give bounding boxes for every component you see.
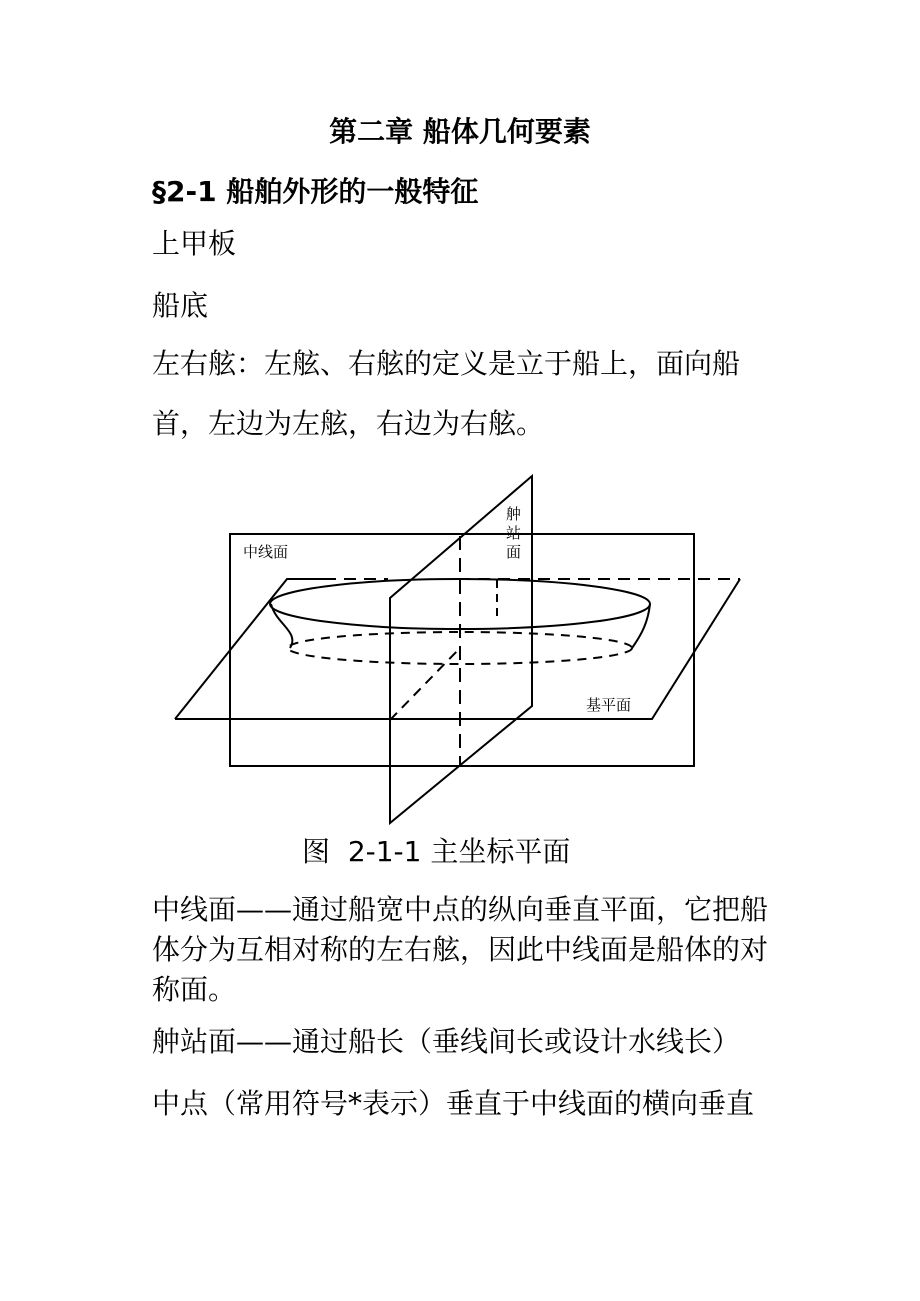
paragraph-deck: 上甲板 — [152, 227, 237, 260]
paragraph-sides-line2: 首，左边为左舷，右边为右舷。 — [152, 407, 545, 440]
hull-stern-side — [271, 604, 292, 648]
chapter-title: 第二章 船体几何要素 — [329, 115, 591, 148]
intersection-line-diagonal — [390, 648, 460, 720]
label-centerline-plane: 中线面 — [243, 543, 289, 561]
centerline-plane — [230, 534, 694, 766]
base-plane-front-edges — [175, 579, 324, 719]
paragraph-sides-line1: 左右舷：左舷、右舷的定义是立于船上，面向船 — [152, 347, 741, 380]
section-title: §2-1 船舶外形的一般特征 — [152, 175, 479, 208]
label-midship-plane-char1: 舯 — [506, 505, 522, 523]
caption-number: 2-1-1 — [347, 835, 422, 868]
coordinate-planes-figure — [0, 460, 920, 832]
definition-centerline-plane: 中线面——通过船宽中点的纵向垂直平面，它把船体分为互相对称的左右舷，因此中线面是船体的对称面。 — [152, 893, 769, 1006]
caption-text: 主坐标平面 — [430, 835, 571, 868]
definition-midpoint: 中点（常用符号*表示）垂直于中线面的横向垂直 — [152, 1087, 755, 1120]
paragraph-bottom: 船底 — [152, 289, 209, 322]
caption-prefix: 图 — [302, 835, 331, 868]
label-base-plane: 基平面 — [586, 696, 632, 714]
base-plane-right-edges — [175, 579, 740, 719]
figure-caption — [302, 832, 570, 872]
definition-midship-plane: 舯站面——通过船长（垂线间长或设计水线长） — [152, 1025, 741, 1058]
label-midship-plane-char2: 站 — [506, 524, 522, 542]
label-midship-plane-char3: 面 — [506, 543, 522, 561]
